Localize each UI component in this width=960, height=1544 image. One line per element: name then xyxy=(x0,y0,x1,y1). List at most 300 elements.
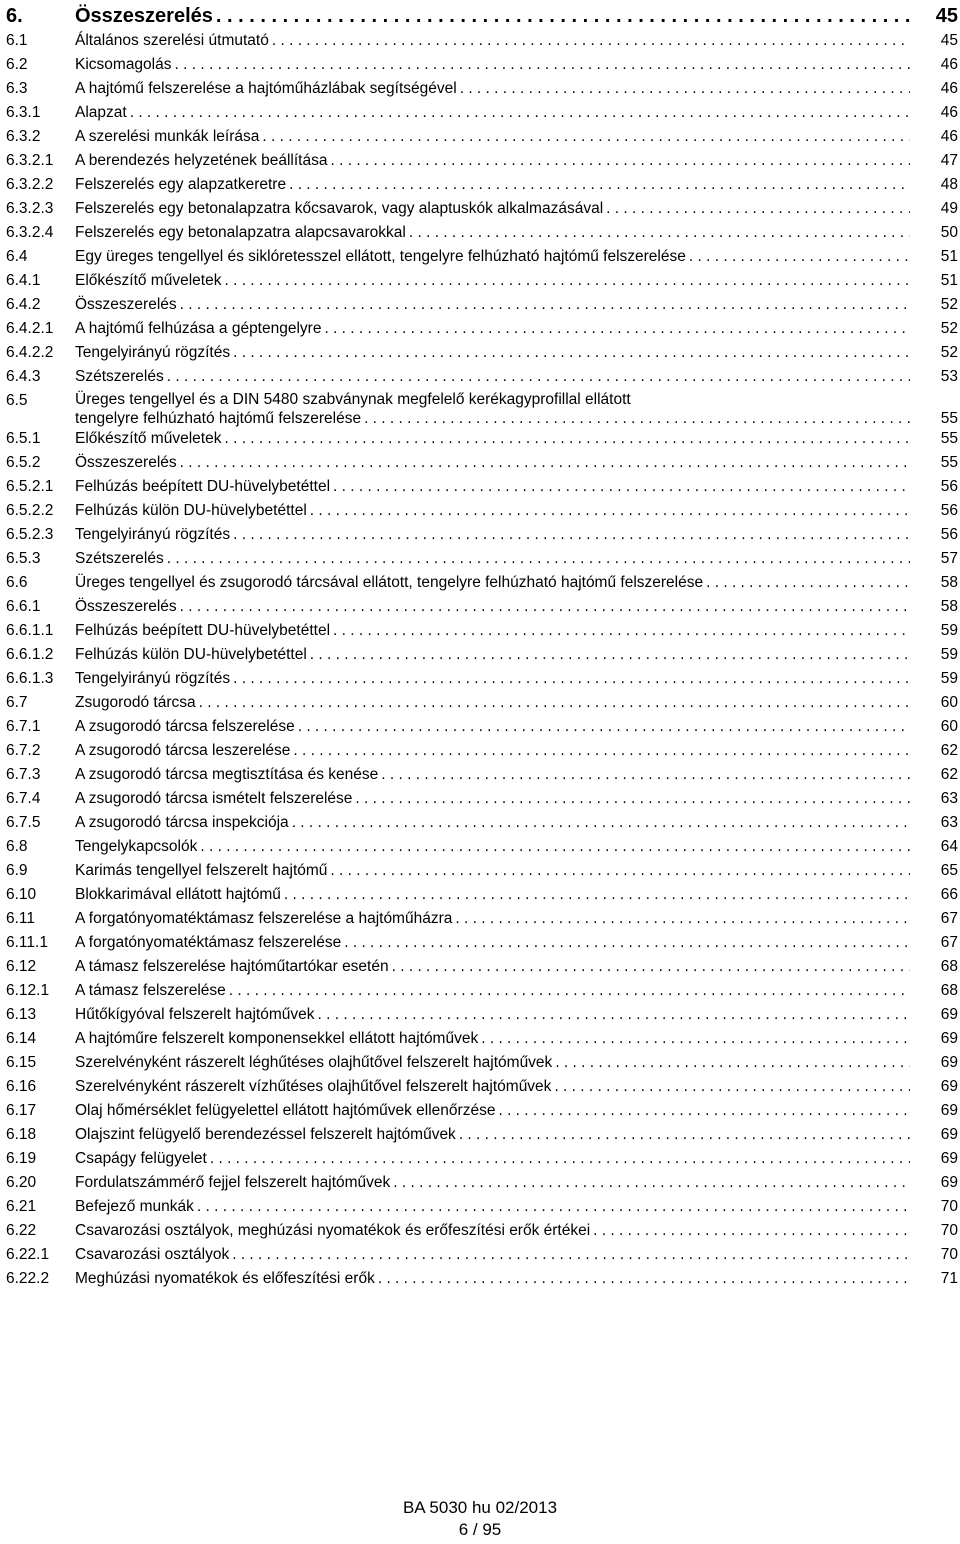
toc-entry-page: 63 xyxy=(940,790,958,807)
toc-entry-number: 6.4.2 xyxy=(6,296,41,313)
toc-entry-page: 60 xyxy=(940,694,958,711)
toc-entry-page: 45 xyxy=(940,32,958,49)
toc-entry-page: 70 xyxy=(940,1222,958,1239)
toc-entry-number: 6.14 xyxy=(6,1030,37,1047)
toc-entry-number: 6.5.2.3 xyxy=(6,526,54,543)
toc-entry[interactable] xyxy=(6,1075,960,1099)
toc-entry-title-wrap xyxy=(75,547,916,571)
dot-leader xyxy=(298,715,910,739)
toc-entry[interactable] xyxy=(6,643,960,667)
toc-entry-title: Csavarozási osztályok, meghúzási nyomatékok és erőfeszítési erők értékei xyxy=(75,1222,591,1239)
document-id: BA 5030 hu 02/2013 xyxy=(402,1498,558,1517)
toc-entry-title-wrap xyxy=(75,4,916,29)
toc-entry-page: 62 xyxy=(940,742,958,759)
toc-entry-number: 6.5.2.1 xyxy=(6,478,54,495)
toc-entry-page: 68 xyxy=(940,958,958,975)
toc-entry-title-wrap xyxy=(75,1051,916,1075)
toc-entry[interactable] xyxy=(6,883,960,907)
toc-entry[interactable] xyxy=(6,77,960,101)
toc-entry-page: 59 xyxy=(940,622,958,639)
toc-entry-number: 6.3.1 xyxy=(6,104,41,121)
toc-entry-number: 6.22.1 xyxy=(6,1246,50,1263)
toc-entry[interactable] xyxy=(6,389,960,427)
toc-entry-title-wrap xyxy=(75,1219,916,1243)
toc-entry-page: 45 xyxy=(935,5,958,27)
toc-entry-page: 69 xyxy=(940,1078,958,1095)
toc-entry-page: 53 xyxy=(940,368,958,385)
toc-entry-title: Felhúzás beépített DU-hüvelybetéttel xyxy=(75,478,331,495)
toc-entry[interactable] xyxy=(6,1219,960,1243)
toc-entry-title: A szerelési munkák leírása xyxy=(75,128,260,145)
toc-entry-page: 51 xyxy=(940,272,958,289)
toc-entry[interactable] xyxy=(6,149,960,173)
toc-entry-number: 6.6.1.2 xyxy=(6,646,54,663)
toc-entry-title-wrap xyxy=(75,955,916,979)
dot-leader xyxy=(498,1099,910,1123)
toc-entry-title-wrap xyxy=(75,341,916,365)
toc-entry-page: 56 xyxy=(940,526,958,543)
toc-entry[interactable] xyxy=(6,29,960,53)
toc-entry-page: 70 xyxy=(940,1246,958,1263)
toc-entry-page: 58 xyxy=(940,574,958,591)
toc-entry[interactable] xyxy=(6,523,960,547)
toc-entry-title: Általános szerelési útmutató xyxy=(75,32,269,49)
dot-leader xyxy=(689,245,910,269)
toc-entry-number: 6.5.3 xyxy=(6,550,41,567)
toc-entry-title-wrap xyxy=(75,523,916,547)
toc-entry-page: 65 xyxy=(940,862,958,879)
toc-entry[interactable] xyxy=(6,1027,960,1051)
toc-entry-number: 6.4.1 xyxy=(6,272,41,289)
toc-entry-number: 6.10 xyxy=(6,886,37,903)
toc-entry-title-wrap xyxy=(75,1147,916,1171)
toc-entry-title: Blokkarimával ellátott hajtómű xyxy=(75,886,281,903)
toc-entry-title: A támasz felszerelése hajtóműtartókar esetén xyxy=(75,958,389,975)
toc-entry-title: Csapágy felügyelet xyxy=(75,1150,207,1167)
toc-entry-title: Üreges tengellyel és zsugorodó tárcsával ellátott, tengelyre felhúzható hajtómű felszerelése xyxy=(75,574,704,591)
toc-entry[interactable] xyxy=(6,739,960,763)
toc-entry-number: 6.7.1 xyxy=(6,718,41,735)
dot-leader xyxy=(393,1171,910,1195)
toc-entry-title: Csavarozási osztályok xyxy=(75,1246,230,1263)
toc-entry-number: 6.18 xyxy=(6,1126,37,1143)
toc-entry-title-wrap xyxy=(75,1099,916,1123)
toc-entry[interactable] xyxy=(6,1147,960,1171)
dot-leader xyxy=(333,619,910,643)
toc-entry-title: Felhúzás külön DU-hüvelybetéttel xyxy=(75,502,307,519)
toc-entry-number: 6.16 xyxy=(6,1078,37,1095)
toc-entry-number: 6.3.2 xyxy=(6,128,41,145)
toc-entry-number: 6.5.1 xyxy=(6,430,41,447)
dot-leader xyxy=(289,173,910,197)
toc-entry-title: A zsugorodó tárcsa ismételt felszerelése xyxy=(75,790,353,807)
dot-leader xyxy=(233,667,910,691)
toc-entry-title-wrap xyxy=(75,499,916,523)
toc-entry-title-wrap xyxy=(75,667,916,691)
toc-entry[interactable] xyxy=(6,1123,960,1147)
toc-entry-title-continued-line xyxy=(75,410,916,427)
toc-entry-title-wrap xyxy=(75,787,916,811)
toc-entry-number: 6.6.1 xyxy=(6,598,41,615)
dot-leader xyxy=(378,1267,910,1291)
toc-entry-page: 57 xyxy=(940,550,958,567)
toc-entry-title: A zsugorodó tárcsa felszerelése xyxy=(75,718,295,735)
toc-entry[interactable] xyxy=(6,499,960,523)
toc-entry[interactable] xyxy=(6,619,960,643)
toc-entry-page: 69 xyxy=(940,1150,958,1167)
toc-entry-number: 6.11.1 xyxy=(6,934,48,951)
dot-leader xyxy=(175,53,911,77)
toc-entry-title-wrap xyxy=(75,269,916,293)
toc-entry-title-continued: tengelyre felhúzható hajtómű felszerelése xyxy=(75,410,362,427)
toc-entry-title: Felszerelés egy alapzatkeretre xyxy=(75,176,287,193)
dot-leader xyxy=(130,101,910,125)
toc-entry-title-wrap xyxy=(75,390,916,427)
dot-leader xyxy=(459,1123,910,1147)
dot-leader xyxy=(180,451,910,475)
toc-entry-title: Üreges tengellyel és a DIN 5480 szabványnak megfelelő kerékagyprofillal ellátott xyxy=(75,391,631,408)
toc-entry-title-wrap xyxy=(75,293,916,317)
toc-entry-page: 49 xyxy=(940,200,958,217)
toc-entry-number: 6.19 xyxy=(6,1150,37,1167)
toc-entry-title: Szerelvényként rászerelt vízhűtéses olajhűtővel felszerelt hajtóművek xyxy=(75,1078,552,1095)
toc-entry-title: Összeszerelés xyxy=(75,296,177,313)
toc-entry-title: Előkészítő műveletek xyxy=(75,272,222,289)
toc-entry-number: 6.11 xyxy=(6,910,36,927)
toc-entry-title-wrap xyxy=(75,595,916,619)
toc-entry-title-wrap xyxy=(75,835,916,859)
toc-entry-title-wrap xyxy=(75,1243,916,1267)
toc-entry-page: 70 xyxy=(940,1198,958,1215)
toc-entry-title-wrap xyxy=(75,691,916,715)
toc-entry-title: A hajtómű felhúzása a géptengelyre xyxy=(75,320,322,337)
toc-entry[interactable] xyxy=(6,1051,960,1075)
dot-leader xyxy=(293,739,910,763)
toc-entry[interactable] xyxy=(6,269,960,293)
toc-entry-number: 6.6.1.1 xyxy=(6,622,54,639)
toc-entry-page: 52 xyxy=(940,320,958,337)
toc-entry-page: 52 xyxy=(940,296,958,313)
dot-leader xyxy=(262,125,910,149)
dot-leader xyxy=(555,1051,910,1075)
toc-entry-title: Meghúzási nyomatékok és előfeszítési erők xyxy=(75,1270,375,1287)
toc-entry[interactable] xyxy=(6,667,960,691)
toc-entry[interactable] xyxy=(6,835,960,859)
toc-entry[interactable] xyxy=(6,571,960,595)
dot-leader xyxy=(460,77,910,101)
toc-entry-title-wrap xyxy=(75,173,916,197)
toc-entry-title-wrap xyxy=(75,1123,916,1147)
toc-entry[interactable] xyxy=(6,691,960,715)
toc-entry[interactable] xyxy=(6,1099,960,1123)
toc-entry-title-wrap xyxy=(75,365,916,389)
toc-entry[interactable] xyxy=(6,451,960,475)
toc-entry[interactable] xyxy=(6,317,960,341)
dot-leader xyxy=(392,955,910,979)
toc-entry-page: 64 xyxy=(940,838,958,855)
toc-entry-title-wrap xyxy=(75,475,916,499)
toc-entry-page: 67 xyxy=(940,934,958,951)
toc-entry[interactable] xyxy=(6,173,960,197)
dot-leader xyxy=(216,4,910,29)
toc-entry-title: Olajszint felügyelő berendezéssel felszerelt hajtóművek xyxy=(75,1126,456,1143)
toc-entry-title: A forgatónyomatéktámasz felszerelése xyxy=(75,934,342,951)
toc-entry-page: 66 xyxy=(940,886,958,903)
toc-entry-page: 69 xyxy=(940,1030,958,1047)
toc-entry[interactable] xyxy=(6,221,960,245)
toc-entry-title-wrap xyxy=(75,931,916,955)
toc-entry-title-wrap xyxy=(75,197,916,221)
dot-leader xyxy=(167,547,910,571)
toc-entry-page: 48 xyxy=(940,176,958,193)
toc-entry-number: 6.17 xyxy=(6,1102,37,1119)
dot-leader xyxy=(199,691,910,715)
toc-entry[interactable] xyxy=(6,1243,960,1267)
toc-entry-title-wrap xyxy=(75,451,916,475)
toc-entry[interactable] xyxy=(6,475,960,499)
toc-entry-title: Felhúzás külön DU-hüvelybetéttel xyxy=(75,646,307,663)
toc-entry[interactable] xyxy=(6,907,960,931)
toc-entry[interactable] xyxy=(6,293,960,317)
dot-leader xyxy=(606,197,910,221)
toc-entry-number: 6.4.3 xyxy=(6,368,41,385)
dot-leader xyxy=(364,410,910,427)
dot-leader xyxy=(180,595,910,619)
dot-leader xyxy=(167,365,910,389)
dot-leader xyxy=(481,1027,910,1051)
dot-leader xyxy=(224,427,910,451)
toc-entry[interactable] xyxy=(6,763,960,787)
toc-entry-number: 6.7 xyxy=(6,694,28,711)
toc-entry-number: 6.15 xyxy=(6,1054,37,1071)
toc-entry[interactable] xyxy=(6,1003,960,1027)
toc-entry[interactable] xyxy=(6,811,960,835)
toc-entry[interactable] xyxy=(6,341,960,365)
toc-entry-number: 6.7.3 xyxy=(6,766,41,783)
toc-entry-page: 46 xyxy=(940,56,958,73)
dot-leader xyxy=(310,499,910,523)
toc-entry-title: Fordulatszámmérő fejjel felszerelt hajtóművek xyxy=(75,1174,391,1191)
toc-entry[interactable] xyxy=(6,1195,960,1219)
toc-entry[interactable] xyxy=(6,859,960,883)
table-of-contents xyxy=(6,4,960,1291)
toc-entry[interactable] xyxy=(6,715,960,739)
toc-entry[interactable] xyxy=(6,931,960,955)
toc-entry-page: 58 xyxy=(940,598,958,615)
toc-entry-number: 6.12.1 xyxy=(6,982,50,999)
dot-leader xyxy=(330,149,910,173)
toc-entry-title-wrap xyxy=(75,643,916,667)
toc-entry-title-wrap xyxy=(75,149,916,173)
toc-entry-title: Szerelvényként rászerelt léghűtéses olajhűtővel felszerelt hajtóművek xyxy=(75,1054,553,1071)
toc-entry[interactable] xyxy=(6,125,960,149)
toc-entry-title: A hajtóműre felszerelt komponensekkel ellátott hajtóművek xyxy=(75,1030,479,1047)
toc-entry-number: 6.12 xyxy=(6,958,37,975)
dot-leader xyxy=(381,763,910,787)
toc-entry-page: 52 xyxy=(940,344,958,361)
toc-entry-number: 6.5.2 xyxy=(6,454,41,471)
toc-entry-title-wrap xyxy=(75,715,916,739)
toc-entry-title-wrap xyxy=(75,1267,916,1291)
dot-leader xyxy=(593,1219,910,1243)
toc-entry[interactable] xyxy=(6,197,960,221)
toc-entry-page: 62 xyxy=(940,766,958,783)
toc-entry-title-wrap xyxy=(75,245,916,269)
dot-leader xyxy=(229,979,910,1003)
toc-entry[interactable] xyxy=(6,547,960,571)
toc-entry-page: 60 xyxy=(940,718,958,735)
dot-leader xyxy=(324,317,910,341)
toc-entry-title: Felszerelés egy betonalapzatra kőcsavarok, vagy alaptuskók alkalmazásával xyxy=(75,200,604,217)
dot-leader xyxy=(232,1243,910,1267)
dot-leader xyxy=(224,269,910,293)
dot-leader xyxy=(409,221,910,245)
dot-leader xyxy=(292,811,910,835)
toc-entry-number: 6. xyxy=(6,5,23,27)
toc-entry-title: A berendezés helyzetének beállítása xyxy=(75,152,328,169)
dot-leader xyxy=(200,835,910,859)
toc-entry-page: 50 xyxy=(940,224,958,241)
dot-leader xyxy=(180,293,910,317)
toc-entry-page: 47 xyxy=(940,152,958,169)
toc-entry-number: 6.8 xyxy=(6,838,28,855)
toc-entry-title-wrap xyxy=(75,739,916,763)
toc-entry-title-wrap xyxy=(75,619,916,643)
toc-entry-title: Tengelyirányú rögzítés xyxy=(75,344,231,361)
toc-entry-title: A zsugorodó tárcsa inspekciója xyxy=(75,814,289,831)
toc-entry-number: 6.5 xyxy=(6,392,28,409)
toc-entry-number: 6.3.2.2 xyxy=(6,176,54,193)
toc-entry-title: A támasz felszerelése xyxy=(75,982,226,999)
toc-entry-title-wrap xyxy=(75,1171,916,1195)
toc-entry-title-wrap xyxy=(75,907,916,931)
toc-entry-title-wrap xyxy=(75,221,916,245)
toc-entry[interactable] xyxy=(6,101,960,125)
toc-entry-page: 69 xyxy=(940,1102,958,1119)
toc-entry[interactable] xyxy=(6,53,960,77)
toc-entry[interactable] xyxy=(6,365,960,389)
dot-leader xyxy=(344,931,910,955)
toc-entry-title: Zsugorodó tárcsa xyxy=(75,694,196,711)
toc-entry-title-wrap xyxy=(75,1075,916,1099)
toc-entry-page: 46 xyxy=(940,80,958,97)
toc-entry-title: Előkészítő műveletek xyxy=(75,430,222,447)
toc-entry-title-wrap xyxy=(75,317,916,341)
toc-entry-title: Kicsomagolás xyxy=(75,56,172,73)
toc-entry[interactable] xyxy=(6,979,960,1003)
toc-entry-number: 6.7.4 xyxy=(6,790,41,807)
toc-entry-title-wrap xyxy=(75,571,916,595)
toc-entry-title-wrap xyxy=(75,811,916,835)
toc-entry-title: Összeszerelés xyxy=(75,5,213,27)
toc-entry-title: Hűtőkígyóval felszerelt hajtóművek xyxy=(75,1006,315,1023)
toc-entry-page: 46 xyxy=(940,104,958,121)
toc-entry-number: 6.21 xyxy=(6,1198,37,1215)
dot-leader xyxy=(706,571,910,595)
dot-leader xyxy=(210,1147,910,1171)
dot-leader xyxy=(455,907,910,931)
toc-entry-page: 56 xyxy=(940,502,958,519)
toc-entry-number: 6.22.2 xyxy=(6,1270,50,1287)
toc-entry-number: 6.22 xyxy=(6,1222,37,1239)
toc-entry-number: 6.6 xyxy=(6,574,28,591)
toc-entry[interactable] xyxy=(6,245,960,269)
page-footer xyxy=(0,1497,960,1541)
toc-entry-title: A zsugorodó tárcsa leszerelése xyxy=(75,742,291,759)
toc-entry[interactable] xyxy=(6,1171,960,1195)
toc-entry-page: 59 xyxy=(940,670,958,687)
toc-entry-title-wrap xyxy=(75,763,916,787)
toc-entry-number: 6.5.2.2 xyxy=(6,502,54,519)
toc-entry-page: 55 xyxy=(940,430,958,447)
dot-leader xyxy=(333,475,910,499)
dot-leader xyxy=(330,859,910,883)
toc-entry-title: Szétszerelés xyxy=(75,550,164,567)
toc-entry-page: 67 xyxy=(940,910,958,927)
toc-entry-title-wrap xyxy=(75,125,916,149)
toc-entry[interactable] xyxy=(6,427,960,451)
toc-entry-number: 6.1 xyxy=(6,32,28,49)
toc-entry-number: 6.7.5 xyxy=(6,814,41,831)
toc-entry-page: 55 xyxy=(940,454,958,471)
toc-entry-number: 6.7.2 xyxy=(6,742,41,759)
toc-entry-title: Karimás tengellyel felszerelt hajtómű xyxy=(75,862,328,879)
toc-entry-title-wrap xyxy=(75,77,916,101)
toc-entry-title: Olaj hőmérséklet felügyelettel ellátott hajtóművek ellenőrzése xyxy=(75,1102,496,1119)
toc-entry-page: 55 xyxy=(940,410,958,427)
toc-entry-number: 6.2 xyxy=(6,56,28,73)
dot-leader xyxy=(318,1003,910,1027)
toc-entry-title-wrap xyxy=(75,29,916,53)
toc-entry-title: Összeszerelés xyxy=(75,598,177,615)
toc-entry-number: 6.4 xyxy=(6,248,28,265)
toc-entry-page: 69 xyxy=(940,1054,958,1071)
toc-entry[interactable] xyxy=(6,1267,960,1291)
toc-entry-page: 63 xyxy=(940,814,958,831)
toc-entry[interactable] xyxy=(6,595,960,619)
toc-entry-title-wrap xyxy=(75,101,916,125)
toc-entry-title: Egy üreges tengellyel és siklóretesszel ellátott, tengelyre felhúzható hajtómű felszerelése xyxy=(75,248,686,265)
toc-entry[interactable] xyxy=(6,955,960,979)
toc-entry-number: 6.4.2.2 xyxy=(6,344,54,361)
toc-entry-title: A zsugorodó tárcsa megtisztítása és kenése xyxy=(75,766,379,783)
toc-entry[interactable] xyxy=(6,787,960,811)
toc-chapter-heading[interactable] xyxy=(6,4,960,29)
toc-entry-number: 6.4.2.1 xyxy=(6,320,54,337)
toc-entry-number: 6.20 xyxy=(6,1174,37,1191)
dot-leader xyxy=(554,1075,910,1099)
toc-entry-number: 6.13 xyxy=(6,1006,37,1023)
toc-entry-title: A forgatónyomatéktámasz felszerelése a hajtóműházra xyxy=(75,910,453,927)
toc-entry-number: 6.3.2.4 xyxy=(6,224,54,241)
toc-entry-title-wrap xyxy=(75,1003,916,1027)
toc-entry-page: 56 xyxy=(940,478,958,495)
toc-entry-title-wrap xyxy=(75,859,916,883)
toc-entry-number: 6.3.2.1 xyxy=(6,152,54,169)
toc-entry-title: Tengelykapcsolók xyxy=(75,838,198,855)
toc-entry-title: Alapzat xyxy=(75,104,127,121)
toc-entry-title: Tengelyirányú rögzítés xyxy=(75,670,231,687)
dot-leader xyxy=(272,29,910,53)
dot-leader xyxy=(233,523,910,547)
toc-entry-title-wrap xyxy=(75,1195,916,1219)
toc-entry-title: Szétszerelés xyxy=(75,368,164,385)
toc-entry-number: 6.9 xyxy=(6,862,28,879)
toc-entry-title-wrap xyxy=(75,1027,916,1051)
toc-entry-page: 68 xyxy=(940,982,958,999)
dot-leader xyxy=(233,341,910,365)
toc-entry-title: Befejező munkák xyxy=(75,1198,194,1215)
